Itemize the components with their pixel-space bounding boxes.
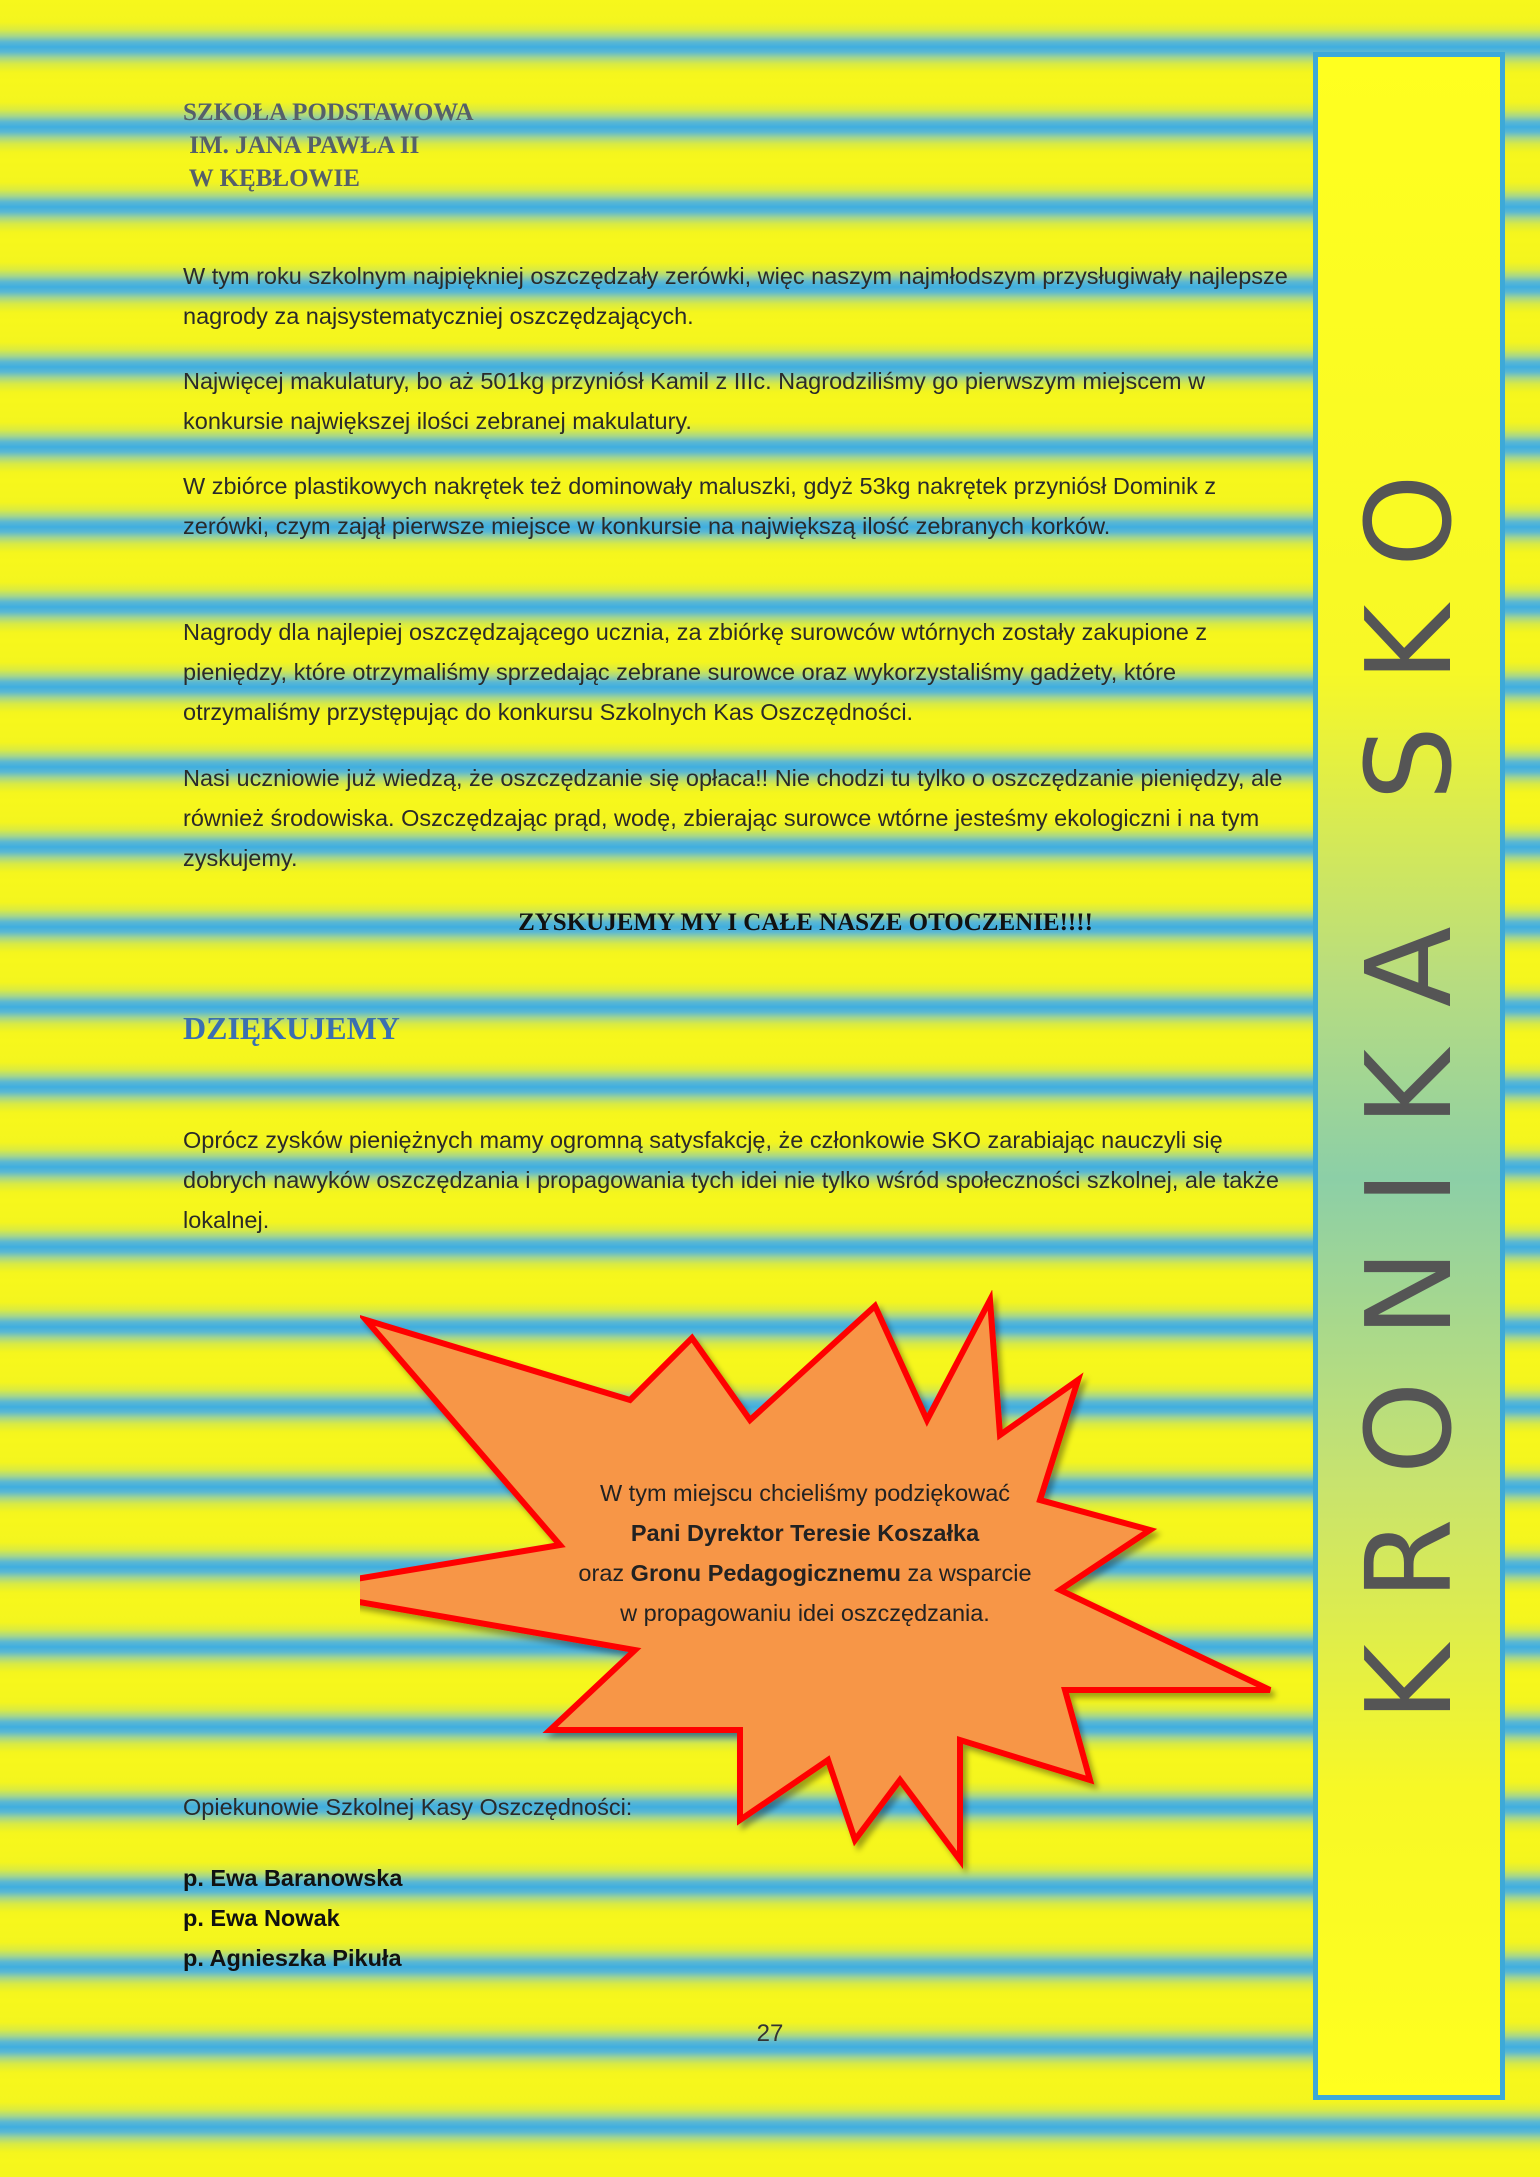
school-name-line-1: SZKOŁA PODSTAWOWA bbox=[183, 99, 474, 126]
starburst-text bbox=[520, 1473, 1090, 1633]
starburst-line-4: w propagowaniu idei oszczędzania. bbox=[620, 1600, 990, 1626]
starburst-line-3-suffix: za wsparcie bbox=[900, 1560, 1032, 1586]
paragraph-nakretki: W zbiórce plastikowych nakrętek też dominowały maluszki, gdyż 53kg nakrętek przyniósł Dominik z zerówki, czym zajął pierwsze miejsce w konkursie na największą ilość zebranych korków. bbox=[183, 473, 1217, 539]
starburst-teachers: Gronu Pedagogicznemu bbox=[630, 1560, 901, 1586]
paragraph-zerowki: W tym roku szkolnym najpiękniej oszczędzały zerówki, więc naszym najmłodszym przysługiwały najlepsze nagrody za najsystematyczniej oszczędzających. bbox=[183, 263, 1288, 329]
paragraph-nagrody: Nagrody dla najlepiej oszczędzającego ucznia, za zbiórkę surowców wtórnych zostały zakupione z pieniędzy, które otrzymaliśmy sprzedając zebrane surowce oraz wykorzystaliśmy gadżety, które otrzymaliśmy przystępując do konkursu Szkolnych Kas Oszczędności. bbox=[183, 619, 1208, 725]
page-number: 27 bbox=[756, 2020, 784, 2047]
thanks-heading: DZIĘKUJEMY bbox=[183, 1010, 400, 1046]
school-name-line-3: W KĘBŁOWIE bbox=[183, 165, 360, 192]
side-banner-title: KRONIKA SKO bbox=[1340, 430, 1478, 1722]
paragraph-satysfakcja: Oprócz zysków pieniężnych mamy ogromną satysfakcję, że członkowie SKO zarabiając nauczyli się dobrych nawyków oszczędzania i propagowania tych idei nie tylko wśród społeczności szkolnej, ale także lokalnej. bbox=[183, 1127, 1279, 1233]
slogan: ZYSKUJEMY MY I CAŁE NASZE OTOCZENIE!!!! bbox=[518, 909, 1093, 936]
paragraph-makulatura: Najwięcej makulatury, bo aż 501kg przyniósł Kamil z IIIc. Nagrodziliśmy go pierwszym miejscem w konkursie największej ilości zebranej makulatury. bbox=[183, 368, 1206, 434]
starburst-line-1: W tym miejscu chcieliśmy podziękować bbox=[599, 1480, 1011, 1506]
guardian-name: p. Ewa Nowak bbox=[183, 1905, 340, 1931]
guardians-list bbox=[183, 1858, 402, 1978]
guardians-label: Opiekunowie Szkolnej Kasy Oszczędności: bbox=[183, 1794, 633, 1820]
guardian-name: p. Ewa Baranowska bbox=[183, 1865, 403, 1891]
side-banner bbox=[1313, 52, 1505, 2100]
starburst-line-3-prefix: oraz bbox=[578, 1560, 631, 1586]
starburst-line-3 bbox=[520, 1553, 1090, 1593]
starburst-line-2 bbox=[520, 1513, 1090, 1553]
paragraph-oszczedzanie: Nasi uczniowie już wiedzą, że oszczędzanie się opłaca!! Nie chodzi tu tylko o oszczędzanie pieniędzy, ale również środowiska. Oszczędzając prąd, wodę, zbierając surowce wtórne jesteśmy ekologiczni i na tym zyskujemy. bbox=[183, 765, 1283, 871]
school-name-line-2: IM. JANA PAWŁA II bbox=[183, 132, 420, 159]
starburst-director-name: Pani Dyrektor Teresie Koszałka bbox=[630, 1520, 980, 1546]
guardian-name: p. Agnieszka Pikuła bbox=[183, 1945, 402, 1971]
school-name bbox=[183, 96, 603, 195]
